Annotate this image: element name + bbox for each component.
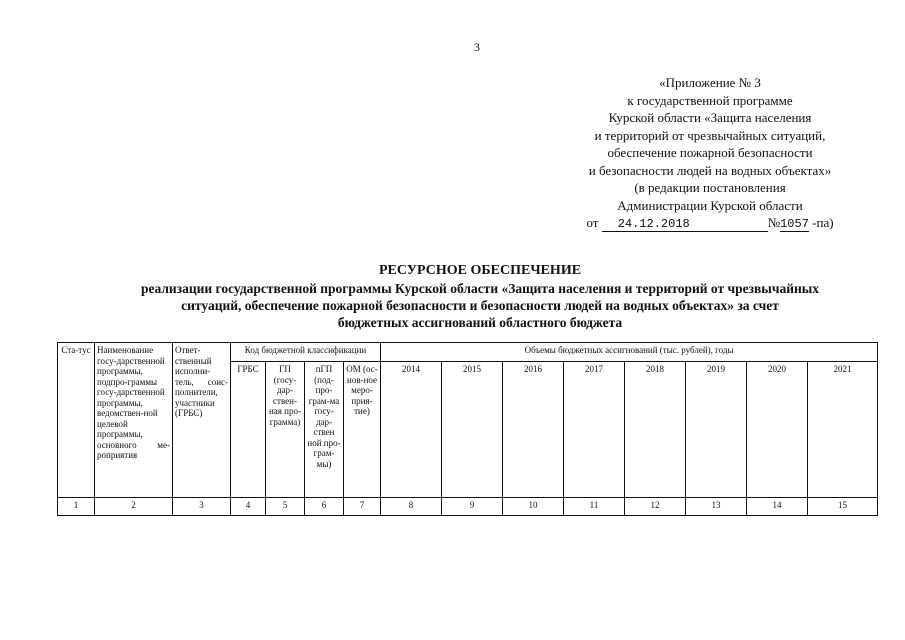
document-title bbox=[80, 262, 880, 331]
header-year: 2018 bbox=[625, 362, 686, 498]
appendix-line: к государственной программе bbox=[627, 92, 793, 108]
column-number: 7 bbox=[344, 498, 381, 516]
decree-line bbox=[560, 214, 860, 232]
column-number: 4 bbox=[231, 498, 266, 516]
appendix-line: и безопасности людей на водных объектах» bbox=[588, 162, 832, 178]
column-number: 15 bbox=[808, 498, 878, 516]
header-year: 2019 bbox=[686, 362, 747, 498]
header-year: 2015 bbox=[442, 362, 503, 498]
header-pgp: пГП (под-про-грам-ма госу-дар-ствен ной про-грам-мы) bbox=[305, 362, 344, 498]
title-sub-line: ситуаций, обеспечение пожарной безопасности и безопасности людей на водных объектах» за счет bbox=[181, 298, 779, 313]
header-year: 2020 bbox=[747, 362, 808, 498]
column-number: 14 bbox=[747, 498, 808, 516]
appendix-line: (в редакции постановления bbox=[634, 180, 786, 195]
header-grbs: ГРБС bbox=[231, 362, 266, 498]
decree-number: 1057 bbox=[780, 217, 809, 231]
appendix-line: обеспечение пожарной безопасности bbox=[607, 145, 813, 160]
column-number: 2 bbox=[95, 498, 173, 516]
decree-number-prefix: № bbox=[767, 215, 781, 230]
header-gp: ГП (госу-дар-ствен-ная про-грамма) bbox=[266, 362, 305, 498]
title-sub-line: реализации государственной программы Курской области «Защита населения и территорий от чрезвычайных bbox=[140, 281, 820, 296]
column-number: 12 bbox=[625, 498, 686, 516]
header-executor: Ответ-ственный исполни-тель, соис-полнители, участники (ГРБС) bbox=[173, 343, 231, 498]
header-budget-classification: Код бюджетной классификации bbox=[231, 343, 381, 362]
page-number: 3 bbox=[474, 40, 480, 54]
column-number: 11 bbox=[564, 498, 625, 516]
title-main: РЕСУРСНОЕ ОБЕСПЕЧЕНИЕ bbox=[378, 263, 582, 278]
header-year: 2016 bbox=[503, 362, 564, 498]
resource-table bbox=[57, 342, 878, 516]
header-name: Наименование госу-дарственной программы, подпро-граммы госу-дарственной программы, ведомствен-ной целевой программы, основного ме-роприятия bbox=[95, 343, 173, 498]
column-number: 13 bbox=[686, 498, 747, 516]
header-row-group bbox=[58, 343, 878, 362]
decree-date: 24.12.2018 bbox=[602, 217, 768, 232]
header-year: 2017 bbox=[564, 362, 625, 498]
decree-suffix: -па) bbox=[812, 215, 834, 230]
column-number: 3 bbox=[173, 498, 231, 516]
title-sub-line: бюджетных ассигнований областного бюджета bbox=[337, 315, 623, 330]
appendix-line: Администрации Курской области bbox=[617, 197, 803, 213]
header-om: ОМ (ос-нов-ное меро-прия-тие) bbox=[344, 362, 381, 498]
column-number-row bbox=[58, 498, 878, 516]
column-number: 9 bbox=[442, 498, 503, 516]
column-number: 1 bbox=[58, 498, 95, 516]
column-number: 5 bbox=[266, 498, 305, 516]
appendix-line: «Приложение № 3 bbox=[659, 75, 761, 90]
header-status: Ста-тус bbox=[58, 343, 95, 498]
header-budget-volumes: Объемы бюджетных ассигнований (тыс. рублей), годы bbox=[381, 343, 878, 362]
column-number: 10 bbox=[503, 498, 564, 516]
appendix-line: и территорий от чрезвычайных ситуаций, bbox=[594, 127, 826, 143]
decree-prefix: от bbox=[586, 215, 599, 230]
header-year: 2021 bbox=[808, 362, 878, 498]
appendix-header bbox=[560, 74, 860, 232]
column-number: 8 bbox=[381, 498, 442, 516]
header-year: 2014 bbox=[381, 362, 442, 498]
column-number: 6 bbox=[305, 498, 344, 516]
appendix-line: Курской области «Защита населения bbox=[608, 110, 812, 125]
